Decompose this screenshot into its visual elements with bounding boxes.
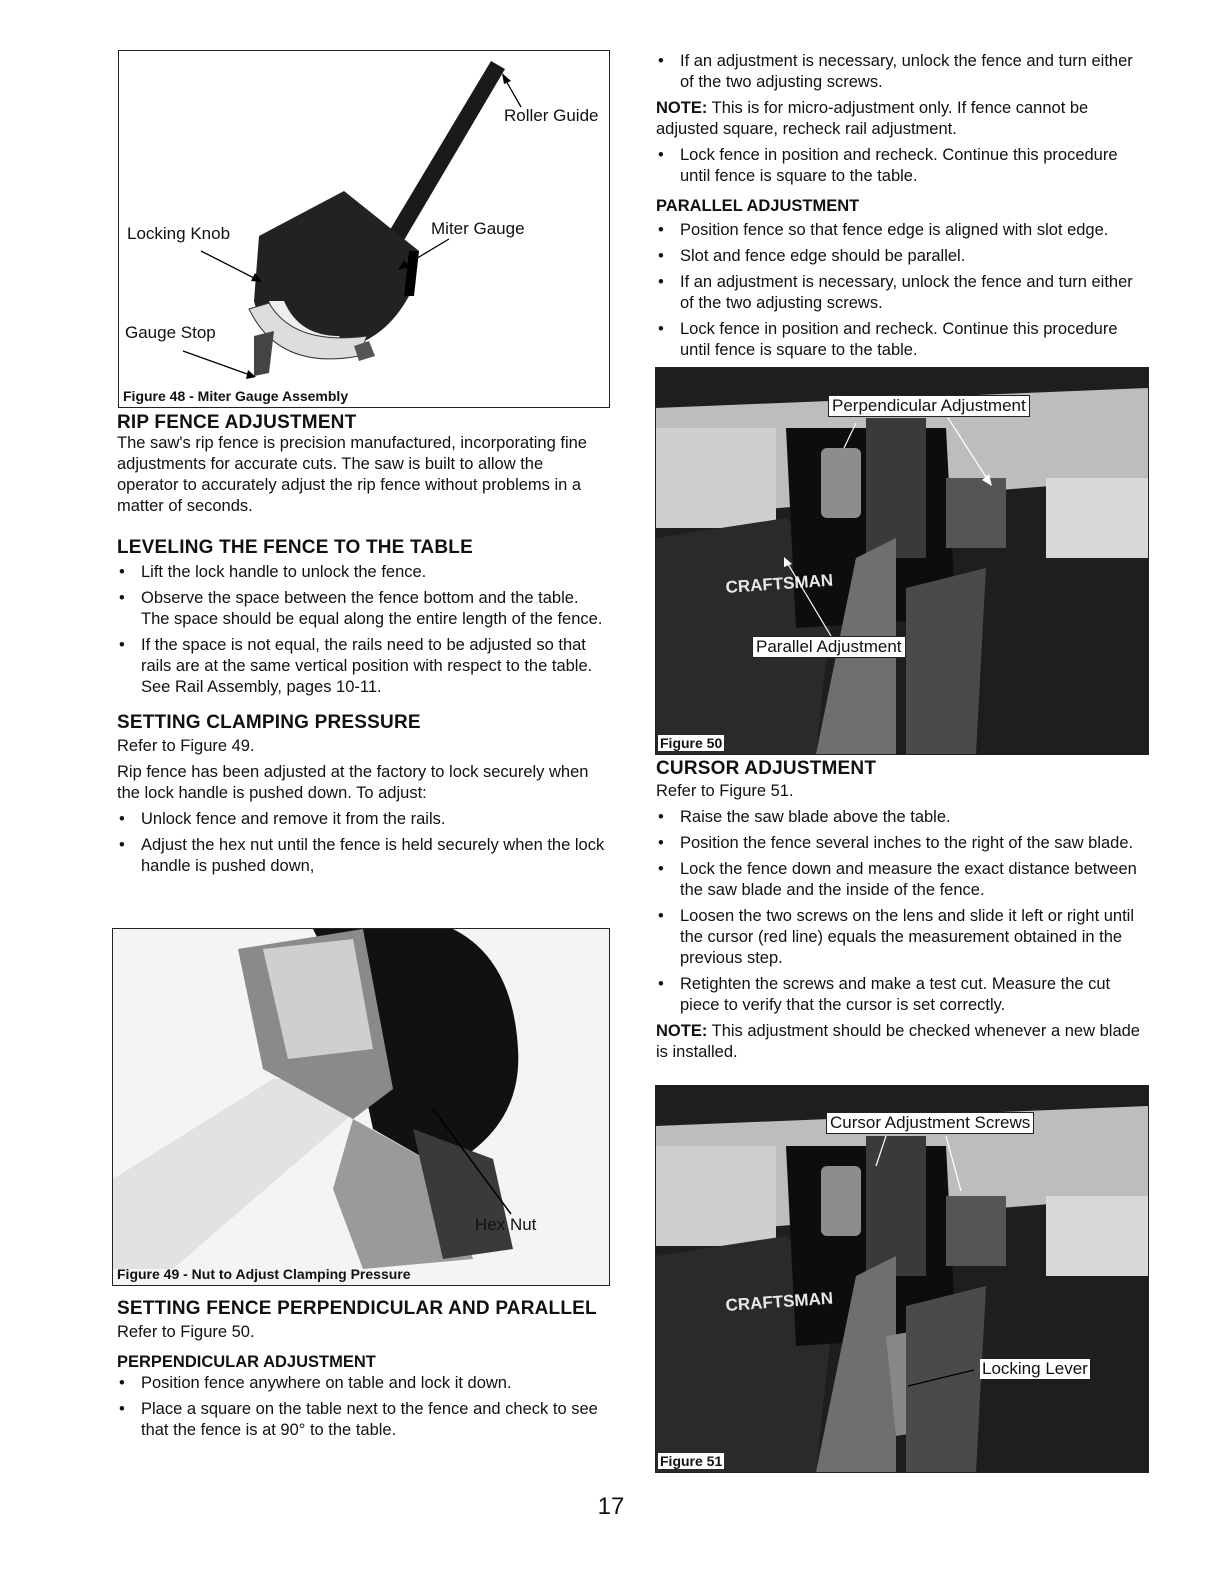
list-item: • Adjust the hex nut until the fence is held securely when the lock handle is pushed down,	[117, 835, 607, 877]
perpendicular-adjustment-label: Perpendicular Adjustment	[828, 395, 1030, 417]
right-column-middle	[656, 758, 1151, 1068]
locking-knob-label: Locking Knob	[127, 224, 231, 243]
list-item: • Position fence anywhere on table and lock it down.	[117, 1373, 607, 1394]
list-item: • If the space is not equal, the rails need to be adjusted so that rails are at the same vertical position with respect to the table. See Rail Assembly, pages 10-11.	[117, 635, 607, 698]
perpendicular-after-note	[656, 145, 1151, 187]
roller-guide-label: Roller Guide	[504, 106, 599, 125]
list-item: • If an adjustment is necessary, unlock the fence and turn either of the two adjusting screws.	[656, 272, 1151, 314]
figure-51-caption: Figure 51	[660, 1453, 723, 1469]
figure-49	[112, 928, 610, 1286]
list-item: • Observe the space between the fence bottom and the table. The space should be equal along the entire length of the fence.	[117, 588, 607, 630]
miter-gauge-label: Miter Gauge	[431, 219, 525, 238]
leveling-heading: LEVELING THE FENCE TO THE TABLE	[117, 537, 473, 558]
gauge-stop-label: Gauge Stop	[125, 323, 216, 342]
figure-50-caption: Figure 50	[660, 735, 723, 751]
clamping-ref: Refer to Figure 49.	[117, 737, 255, 755]
list-item: • Lock the fence down and measure the exact distance between the saw blade and the inside of the fence.	[656, 859, 1151, 901]
parallel-adjustment-label: Parallel Adjustment	[752, 636, 906, 658]
parallel-list	[656, 220, 1151, 361]
clamping-text: Rip fence has been adjusted at the factory to lock securely when the lock handle is pushed down. To adjust:	[117, 763, 589, 802]
list-item: • Lift the lock handle to unlock the fence.	[117, 562, 607, 583]
list-item: • Place a square on the table next to the fence and check to see that the fence is at 90° to the table.	[117, 1399, 607, 1441]
perpendicular-heading: PERPENDICULAR ADJUSTMENT	[117, 1353, 376, 1371]
perpendicular-list	[117, 1373, 607, 1441]
craftsman-brand-text: CRAFTSMAN	[724, 1288, 834, 1315]
list-item: • Lock fence in position and recheck. Continue this procedure until fence is square to the table.	[656, 145, 1151, 187]
list-item: • Position the fence several inches to the right of the saw blade.	[656, 833, 1151, 854]
figure-48-caption: Figure 48 - Miter Gauge Assembly	[123, 388, 349, 404]
figure-49-caption: Figure 49 - Nut to Adjust Clamping Pressure	[117, 1266, 411, 1282]
page-number: 17	[597, 1493, 625, 1520]
left-column-text	[117, 412, 607, 882]
list-item: • Lock fence in position and recheck. Continue this procedure until fence is square to the table.	[656, 319, 1151, 361]
list-item: • Raise the saw blade above the table.	[656, 807, 1151, 828]
perpendicular-list-cont	[656, 51, 1151, 93]
list-item: • Position fence so that fence edge is aligned with slot edge.	[656, 220, 1151, 241]
cursor-adjustment-screws-label: Cursor Adjustment Screws	[826, 1112, 1034, 1134]
craftsman-brand-text: CRAFTSMAN	[724, 570, 834, 597]
clamping-list	[117, 809, 607, 877]
perp-parallel-ref: Refer to Figure 50.	[117, 1323, 255, 1341]
perpendicular-note: NOTE: This is for micro-adjustment only. If fence cannot be adjusted square, recheck rail adjustment.	[656, 99, 1089, 138]
leveling-list	[117, 562, 607, 698]
perp-parallel-heading: SETTING FENCE PERPENDICULAR AND PARALLEL	[117, 1298, 597, 1319]
rip-fence-heading: RIP FENCE ADJUSTMENT	[117, 412, 357, 433]
fence-adjustment-photo	[656, 368, 1148, 754]
cursor-ref: Refer to Figure 51.	[656, 782, 794, 800]
figure-51	[655, 1085, 1149, 1473]
list-item: • Retighten the screws and make a test cut. Measure the cut piece to verify that the cursor is set correctly.	[656, 974, 1151, 1016]
cursor-note: NOTE: This adjustment should be checked whenever a new blade is installed.	[656, 1022, 1140, 1061]
cursor-adjustment-photo	[656, 1086, 1148, 1472]
left-column-bottom	[117, 1298, 607, 1446]
figure-50	[655, 367, 1149, 755]
cursor-list	[656, 807, 1151, 1016]
list-item: • If an adjustment is necessary, unlock the fence and turn either of the two adjusting screws.	[656, 51, 1151, 93]
hex-nut-label: Hex Nut	[475, 1215, 537, 1234]
list-item: • Loosen the two screws on the lens and slide it left or right until the cursor (red line) equals the measurement obtained in the previous step.	[656, 906, 1151, 969]
rip-fence-text: The saw's rip fence is precision manufactured, incorporating fine adjustments for accurate cuts. The saw is built to allow the operator to accurately adjust the rip fence without problems in a matter of seconds.	[117, 434, 587, 515]
parallel-heading: PARALLEL ADJUSTMENT	[656, 197, 860, 215]
list-item: • Unlock fence and remove it from the rails.	[117, 809, 607, 830]
right-column-top	[656, 51, 1151, 366]
cursor-heading: CURSOR ADJUSTMENT	[656, 758, 877, 779]
list-item: • Slot and fence edge should be parallel.	[656, 246, 1151, 267]
locking-lever-label: Locking Lever	[982, 1359, 1088, 1378]
clamping-heading: SETTING CLAMPING PRESSURE	[117, 712, 421, 733]
figure-48	[118, 50, 610, 408]
